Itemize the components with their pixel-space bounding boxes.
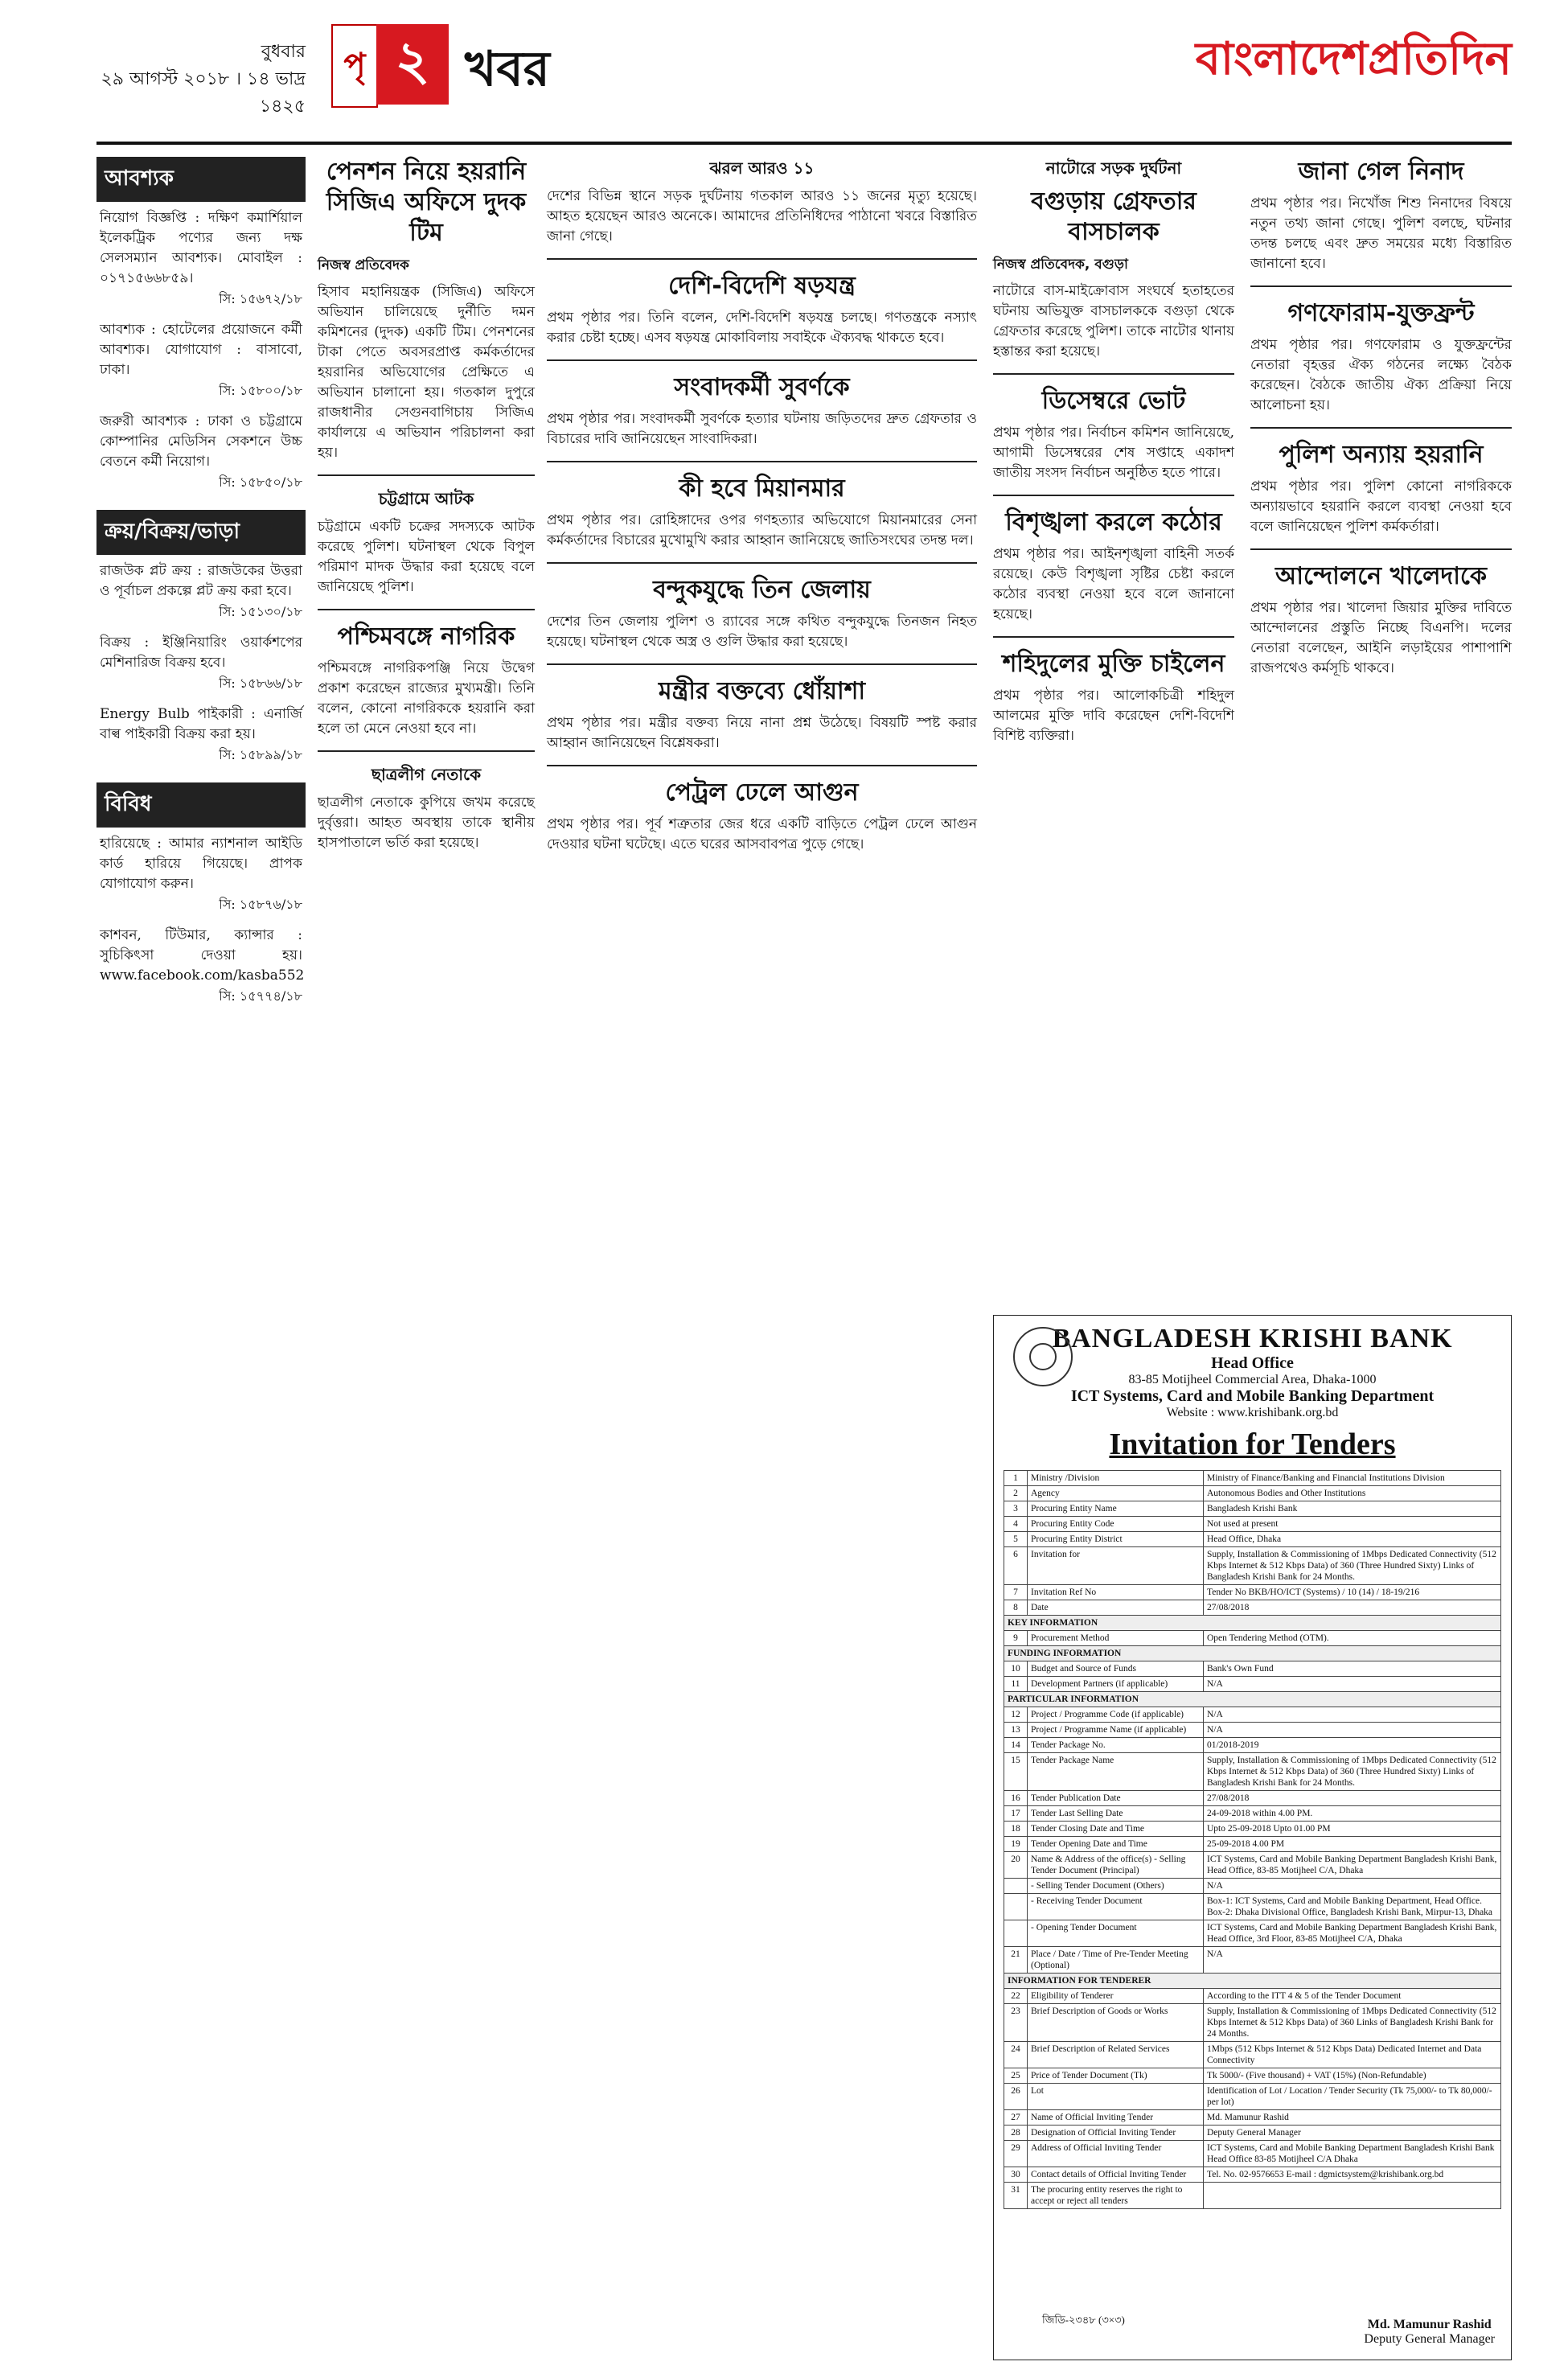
divider bbox=[318, 750, 535, 752]
tender-row-number: 18 bbox=[1004, 1822, 1028, 1837]
tender-row-number: 20 bbox=[1004, 1852, 1028, 1879]
tender-row-value: Not used at present bbox=[1204, 1517, 1501, 1532]
tender-row bbox=[1004, 1707, 1501, 1723]
logo-main: বাংলাদেশ bbox=[1195, 32, 1369, 85]
tender-row-label: Project / Programme Name (if applicable) bbox=[1028, 1723, 1204, 1738]
tender-row-value: Identification of Lot / Location / Tender Security (Tk 75,000/- to Tk 80,000/- per lot) bbox=[1204, 2084, 1501, 2110]
tender-row-number: 5 bbox=[1004, 1532, 1028, 1547]
tender-row-value: Upto 25-09-2018 Upto 01.00 PM bbox=[1204, 1822, 1501, 1837]
tender-row-label: Contact details of Official Inviting Tender bbox=[1028, 2167, 1204, 2183]
tender-row-label: Agency bbox=[1028, 1486, 1204, 1501]
article-body: প্রথম পৃষ্ঠার পর। আইনশৃঙ্খলা বাহিনী সতর্ক রয়েছে। কেউ বিশৃঙ্খলা সৃষ্টির চেষ্টা করলে কঠোর ব্যবস্থা নেওয়া হবে বলে জানানো হয়েছে। bbox=[993, 546, 1234, 622]
tender-row-value: Supply, Installation & Commissioning of 1Mbps Dedicated Connectivity (512 Kbps Internet & 512 Kbps Data) of 360 Links of Bangladesh Krishi Bank for 24 Months. bbox=[1204, 2004, 1501, 2042]
headline: পশ্চিমবঙ্গে নাগরিক bbox=[337, 622, 515, 651]
tender-row-value: 25-09-2018 4.00 PM bbox=[1204, 1837, 1501, 1852]
tender-row bbox=[1004, 1837, 1501, 1852]
advert-code: জিডি-২৩৪৮ (৩×৩) bbox=[1042, 2314, 1125, 2326]
tender-row-value: Bank's Own Fund bbox=[1204, 1661, 1501, 1677]
tender-row-value: Tender No BKB/HO/ICT (Systems) / 10 (14) / 18-19/216 bbox=[1204, 1585, 1501, 1600]
classified-item: Energy Bulb পাইকারী : এনার্জি বাল্ব পাইকারী বিক্রয় করা হয়। সি: ১৫৮৯৯/১৮ bbox=[100, 706, 302, 762]
news-column-5 bbox=[1250, 157, 1512, 1299]
tender-row-label: Tender Package No. bbox=[1028, 1738, 1204, 1753]
article-body: দেশের বিভিন্ন স্থানে সড়ক দুর্ঘটনায় গতকাল আরও ১১ জনের মৃত্যু হয়েছে। আহত হয়েছেন আরও অনেকে। আমাদের প্রতিনিধিদের পাঠানো খবরে বিস্তারিত জানা গেছে। bbox=[547, 188, 977, 244]
tender-title: Invitation for Tenders bbox=[1109, 1427, 1396, 1461]
date-block bbox=[96, 39, 306, 121]
headline: চট্টগ্রামে আটক bbox=[378, 489, 474, 508]
tender-row-label: Invitation Ref No bbox=[1028, 1585, 1204, 1600]
classified-item: রাজউক প্লট ক্রয় : রাজউকের উত্তরা ও পূর্বাচল প্রকল্পে প্লট ক্রয় করা হবে। সি: ১৫১৩০/১৮ bbox=[100, 563, 302, 619]
page-glyph: পৃ bbox=[331, 24, 378, 108]
classified-item: নিয়োগ বিজ্ঞপ্তি : দক্ষিণ কমার্শিয়াল ইলেকট্রিক পণ্যের জন্য দক্ষ সেলসম্যান আবশ্যক। মোবাইল : ০১৭১৫৬৬৮৫৯। সি: ১৫৬৭২/১৮ bbox=[100, 210, 302, 306]
tender-row-number: 31 bbox=[1004, 2183, 1028, 2209]
tender-row-value: ICT Systems, Card and Mobile Banking Department Bangladesh Krishi Bank, Head Office, 83-85 Motijheel C/A, Dhaka bbox=[1204, 1852, 1501, 1879]
headline: জানা গেল নিনাদ bbox=[1298, 158, 1464, 186]
tender-row-label: Name of Official Inviting Tender bbox=[1028, 2110, 1204, 2126]
tender-row bbox=[1004, 2141, 1501, 2167]
divider bbox=[1250, 427, 1512, 429]
tender-row bbox=[1004, 2110, 1501, 2126]
article-body: চট্টগ্রামে একটি চক্রের সদস্যকে আটক করেছে পুলিশ। ঘটনাস্থল থেকে বিপুল পরিমাণ মাদক উদ্ধার করা হয়েছে বলে জানিয়েছে পুলিশ। bbox=[318, 519, 535, 595]
tender-row bbox=[1004, 1692, 1501, 1707]
divider bbox=[318, 474, 535, 476]
tender-row-value: According to the ITT 4 & 5 of the Tender Document bbox=[1204, 1989, 1501, 2004]
logo-accent: প্রতিদিন bbox=[1368, 32, 1512, 85]
tender-row bbox=[1004, 2084, 1501, 2110]
article-body: প্রথম পৃষ্ঠার পর। নিখোঁজ শিশু নিনাদের বিষয়ে নতুন তথ্য জানা গেছে। পুলিশ বলছে, ঘটনার তদন্ত চলছে এবং দ্রুত সময়ের মধ্যে বিস্তারিত জানানো হবে। bbox=[1250, 195, 1512, 272]
tender-row-number: 26 bbox=[1004, 2084, 1028, 2110]
tender-row-label: Tender Closing Date and Time bbox=[1028, 1822, 1204, 1837]
tender-row-number: 2 bbox=[1004, 1486, 1028, 1501]
classified-item: আবশ্যক : হোটেলের প্রয়োজনে কর্মী আবশ্যক। যোগাযোগ : বাসাবো, ঢাকা। সি: ১৫৮০০/১৮ bbox=[100, 322, 302, 398]
tender-row-number bbox=[1004, 1920, 1028, 1947]
tender-row-number: 6 bbox=[1004, 1547, 1028, 1585]
tender-row-label: Place / Date / Time of Pre-Tender Meeting (Optional) bbox=[1028, 1947, 1204, 1974]
tender-row-value: ICT Systems, Card and Mobile Banking Department Bangladesh Krishi Bank, Head Office, 3rd Floor, 83-85 Motijheel C/A, Dhaka bbox=[1204, 1920, 1501, 1947]
tender-row-label: Procurement Method bbox=[1028, 1631, 1204, 1646]
classified-item: বিক্রয় : ইঞ্জিনিয়ারিং ওয়ার্কশপের মেশিনারিজ বিক্রয় হবে। সি: ১৫৮৬৬/১৮ bbox=[100, 635, 302, 691]
tender-row bbox=[1004, 1532, 1501, 1547]
tender-row-label: - Opening Tender Document bbox=[1028, 1920, 1204, 1947]
tender-row bbox=[1004, 1738, 1501, 1753]
classified-header-wanted: আবশ্যক bbox=[96, 157, 306, 202]
tender-row bbox=[1004, 2004, 1501, 2042]
tender-row-number: 29 bbox=[1004, 2141, 1028, 2167]
tender-section-label: INFORMATION FOR TENDERER bbox=[1004, 1974, 1501, 1989]
department-name: ICT Systems, Card and Mobile Banking Department bbox=[1070, 1387, 1435, 1405]
page-number: ২ bbox=[376, 24, 449, 105]
headline: ঝরল আরও ১১ bbox=[709, 158, 815, 178]
headline: বিশৃঙ্খলা করলে কঠোর bbox=[1005, 508, 1222, 536]
tender-row-value: 1Mbps (512 Kbps Internet & 512 Kbps Data) Dedicated Internet and Data Connectivity bbox=[1204, 2042, 1501, 2068]
tender-row bbox=[1004, 1989, 1501, 2004]
divider bbox=[1250, 285, 1512, 287]
tender-row bbox=[1004, 2167, 1501, 2183]
tender-row-value: 01/2018-2019 bbox=[1204, 1738, 1501, 1753]
tender-row-label: Date bbox=[1028, 1600, 1204, 1616]
tender-row bbox=[1004, 1501, 1501, 1517]
tender-row-number: 12 bbox=[1004, 1707, 1028, 1723]
tender-row bbox=[1004, 1616, 1501, 1631]
tender-section-label: PARTICULAR INFORMATION bbox=[1004, 1692, 1501, 1707]
tender-row-number: 28 bbox=[1004, 2126, 1028, 2141]
headline: বন্দুকযুদ্ধে তিন জেলায় bbox=[653, 576, 871, 604]
tender-row-number: 13 bbox=[1004, 1723, 1028, 1738]
tender-row bbox=[1004, 1646, 1501, 1661]
news-column-2 bbox=[318, 157, 535, 853]
article-body: হিসাব মহানিয়ন্ত্রক (সিজিএ) অফিসে অভিযান চালিয়েছে দুর্নীতি দমন কমিশনের (দুদক) একটি টিম। পেনশনের টাকা পেতে অবসরপ্রাপ্ত কর্মকর্তাদের হয়রানির অভিযোগের প্রেক্ষিতে এ অভিযান চালানো হয়। গতকাল দুপুরে রাজধানীর সেগুনবাগিচায় সিজিএ কার্যালয়ে এ অভিযান পরিচালনা করা হয়। bbox=[318, 284, 535, 461]
classified-item: কাশবন, টিউমার, ক্যান্সার : সুচিকিৎসা দেওয়া হয়। www.facebook.com/kasba552 সি: ১৫৭৭৪/১৮ bbox=[100, 927, 305, 1004]
masthead-rule bbox=[96, 142, 1512, 145]
headline: ছাত্রলীগ নেতাকে bbox=[371, 765, 482, 784]
tender-row-label: The procuring entity reserves the right to accept or reject all tenders bbox=[1028, 2183, 1204, 2209]
tender-row-number: 8 bbox=[1004, 1600, 1028, 1616]
tender-row bbox=[1004, 1585, 1501, 1600]
article-body: প্রথম পৃষ্ঠার পর। নির্বাচন কমিশন জানিয়েছে, আগামী ডিসেম্বরের শেষ সপ্তাহে একাদশ জাতীয় সংসদ নির্বাচন অনুষ্ঠিত হতে পারে। bbox=[993, 425, 1234, 481]
section-name: খবর bbox=[465, 41, 550, 97]
article-body: প্রথম পৃষ্ঠার পর। সংবাদকর্মী সুবর্ণকে হত্যার ঘটনায় জড়িতদের দ্রুত গ্রেফতার ও বিচারের দাবি জানিয়েছেন সাংবাদিকরা। bbox=[547, 411, 977, 447]
news-column-4 bbox=[993, 157, 1234, 1299]
tender-row bbox=[1004, 1631, 1501, 1646]
tender-row-label: Procuring Entity Code bbox=[1028, 1517, 1204, 1532]
tender-row-value: Box-1: ICT Systems, Card and Mobile Banking Department, Head Office. Box-2: Dhaka Divisional Office, Bangladesh Krishi Bank, Mirpur-13, Dhaka bbox=[1204, 1894, 1501, 1920]
tender-row bbox=[1004, 1806, 1501, 1822]
tender-row-label: Tender Package Name bbox=[1028, 1753, 1204, 1791]
article-body: দেশের তিন জেলায় পুলিশ ও র‌্যাবের সঙ্গে কথিত বন্দুকযুদ্ধে তিনজন নিহত হয়েছে। ঘটনাস্থল থেকে অস্ত্র ও গুলি উদ্ধার করা হয়েছে। bbox=[547, 614, 977, 650]
divider bbox=[1250, 548, 1512, 550]
tender-section-label: FUNDING INFORMATION bbox=[1004, 1646, 1501, 1661]
tender-row-number: 30 bbox=[1004, 2167, 1028, 2183]
tender-row-label: Invitation for bbox=[1028, 1547, 1204, 1585]
divider bbox=[547, 765, 977, 766]
byline: নিজস্ব প্রতিবেদক bbox=[318, 257, 409, 273]
headline: বগুড়ায় গ্রেফতার বাসচালক bbox=[1031, 187, 1197, 246]
tender-row-number: 27 bbox=[1004, 2110, 1028, 2126]
divider bbox=[547, 258, 977, 260]
tender-row bbox=[1004, 1822, 1501, 1837]
tender-row-label: Eligibility of Tenderer bbox=[1028, 1989, 1204, 2004]
tender-row-value: Head Office, Dhaka bbox=[1204, 1532, 1501, 1547]
tender-row-number: 22 bbox=[1004, 1989, 1028, 2004]
divider bbox=[993, 373, 1234, 375]
tender-row-label: Tender Last Selling Date bbox=[1028, 1806, 1204, 1822]
bank-emblem-icon bbox=[1013, 1327, 1073, 1386]
tender-row-number: 23 bbox=[1004, 2004, 1028, 2042]
newspaper-logo bbox=[1196, 24, 1512, 100]
tender-row-value: Supply, Installation & Commissioning of 1Mbps Dedicated Connectivity (512 Kbps Internet & 512 Kbps Data) of 360 (Three Hundred Sixty) Links of Bangladesh Krishi Bank for 24 Months. bbox=[1204, 1753, 1501, 1791]
tender-section-label: KEY INFORMATION bbox=[1004, 1616, 1501, 1631]
tender-row-value bbox=[1204, 2183, 1501, 2209]
tender-row-label: Price of Tender Document (Tk) bbox=[1028, 2068, 1204, 2084]
tender-row-label: Lot bbox=[1028, 2084, 1204, 2110]
headline: শহিদুলের মুক্তি চাইলেন bbox=[1002, 650, 1225, 678]
tender-row-label: Project / Programme Code (if applicable) bbox=[1028, 1707, 1204, 1723]
tender-row-value: 27/08/2018 bbox=[1204, 1791, 1501, 1806]
article-body: প্রথম পৃষ্ঠার পর। তিনি বলেন, দেশি-বিদেশি ষড়যন্ত্র চলছে। গণতন্ত্রকে নস্যাৎ করার চেষ্টা হচ্ছে। এসব ষড়যন্ত্র মোকাবিলায় সবাইকে ঐক্যবদ্ধ থাকতে হবে। bbox=[547, 310, 977, 346]
headline: মন্ত্রীর বক্তব্যে ধোঁয়াশা bbox=[658, 677, 866, 705]
office-name: Head Office bbox=[1211, 1354, 1294, 1372]
tender-row-label: - Receiving Tender Document bbox=[1028, 1894, 1204, 1920]
tender-row bbox=[1004, 1486, 1501, 1501]
tender-row-value: N/A bbox=[1204, 1723, 1501, 1738]
tender-row-value: ICT Systems, Card and Mobile Banking Department Bangladesh Krishi Bank Head Office 83-85 Motijheel C/A Dhaka bbox=[1204, 2141, 1501, 2167]
tender-table bbox=[1004, 1470, 1501, 2209]
tender-row-value: N/A bbox=[1204, 1707, 1501, 1723]
tender-row bbox=[1004, 1879, 1501, 1894]
tender-row-value: 27/08/2018 bbox=[1204, 1600, 1501, 1616]
tender-row-value: Open Tendering Method (OTM). bbox=[1204, 1631, 1501, 1646]
tender-row bbox=[1004, 2068, 1501, 2084]
tender-row bbox=[1004, 1661, 1501, 1677]
tender-row-value: Tel. No. 02-9576653 E-mail : dgmictsystem@krishibank.org.bd bbox=[1204, 2167, 1501, 2183]
tender-row bbox=[1004, 1547, 1501, 1585]
news-column-3 bbox=[547, 157, 977, 855]
article-body: প্রথম পৃষ্ঠার পর। মন্ত্রীর বক্তব্য নিয়ে নানা প্রশ্ন উঠেছে। বিষয়টি স্পষ্ট করার আহ্বান জানিয়েছেন বিশ্লেষকরা। bbox=[547, 715, 977, 751]
tender-row-number: 1 bbox=[1004, 1471, 1028, 1486]
tender-row-number: 9 bbox=[1004, 1631, 1028, 1646]
tender-row-value: 24-09-2018 within 4.00 PM. bbox=[1204, 1806, 1501, 1822]
tender-header bbox=[1004, 1324, 1501, 1462]
tender-row-label: Address of Official Inviting Tender bbox=[1028, 2141, 1204, 2167]
divider bbox=[993, 636, 1234, 638]
headline: পেট্রল ঢেলে আগুন bbox=[665, 778, 859, 807]
tender-row-label: Name & Address of the office(s) - Selling Tender Document (Principal) bbox=[1028, 1852, 1204, 1879]
tender-row-number: 14 bbox=[1004, 1738, 1028, 1753]
tender-row bbox=[1004, 1677, 1501, 1692]
tender-row bbox=[1004, 1517, 1501, 1532]
tender-row-label: Procuring Entity District bbox=[1028, 1532, 1204, 1547]
tender-notice bbox=[993, 1315, 1512, 2360]
tender-row-label: Brief Description of Related Services bbox=[1028, 2042, 1204, 2068]
divider bbox=[993, 495, 1234, 496]
divider bbox=[547, 461, 977, 462]
article-body: প্রথম পৃষ্ঠার পর। খালেদা জিয়ার মুক্তির দাবিতে আন্দোলনের প্রস্তুতি নিচ্ছে বিএনপি। দলের নেতারা বলেছেন, আইনি লড়াইয়ের পাশাপাশি রাজপথেও কর্মসূচি থাকবে। bbox=[1250, 600, 1512, 676]
tender-row-number: 16 bbox=[1004, 1791, 1028, 1806]
tender-row-number: 17 bbox=[1004, 1806, 1028, 1822]
tender-row-number: 3 bbox=[1004, 1501, 1028, 1517]
byline: নিজস্ব প্রতিবেদক, বগুড়া bbox=[993, 257, 1128, 273]
tender-row-label: - Selling Tender Document (Others) bbox=[1028, 1879, 1204, 1894]
article-body: প্রথম পৃষ্ঠার পর। আলোকচিত্রী শহিদুল আলমের মুক্তি দাবি করেছেন দেশি-বিদেশি বিশিষ্ট ব্যক্তিরা। bbox=[993, 688, 1234, 744]
tender-row-label: Brief Description of Goods or Works bbox=[1028, 2004, 1204, 2042]
tender-row bbox=[1004, 1920, 1501, 1947]
article-body: প্রথম পৃষ্ঠার পর। গণফোরাম ও যুক্তফ্রন্টের নেতারা বৃহত্তর ঐক্য গঠনের লক্ষ্যে বৈঠক করেছেন। বৈঠকে জাতীয় ঐক্য প্রক্রিয়া নিয়ে আলোচনা হয়। bbox=[1250, 337, 1512, 413]
tender-row-value: Ministry of Finance/Banking and Financial Institutions Division bbox=[1204, 1471, 1501, 1486]
tender-row-label: Tender Opening Date and Time bbox=[1028, 1837, 1204, 1852]
tender-row bbox=[1004, 1753, 1501, 1791]
tender-row-number: 21 bbox=[1004, 1947, 1028, 1974]
tender-row bbox=[1004, 1791, 1501, 1806]
masthead bbox=[96, 16, 1512, 145]
tender-row-number bbox=[1004, 1894, 1028, 1920]
tender-row-value: N/A bbox=[1204, 1677, 1501, 1692]
tender-row-label: Designation of Official Inviting Tender bbox=[1028, 2126, 1204, 2141]
tender-row-number: 24 bbox=[1004, 2042, 1028, 2068]
tender-row bbox=[1004, 1894, 1501, 1920]
article-body: প্রথম পৃষ্ঠার পর। পূর্ব শত্রুতার জের ধরে একটি বাড়িতে পেট্রল ঢেলে আগুন দেওয়ার ঘটনা ঘটেছে। এতে ঘরের আসবাবপত্র পুড়ে গেছে। bbox=[547, 816, 977, 852]
tender-row-value: Tk 5000/- (Five thousand) + VAT (15%) (Non-Refundable) bbox=[1204, 2068, 1501, 2084]
tender-row-number: 10 bbox=[1004, 1661, 1028, 1677]
tender-row-value: Supply, Installation & Commissioning of 1Mbps Dedicated Connectivity (512 Kbps Internet & 512 Kbps Data) of 360 (Three Hundred Sixty) Links of Bangladesh Krishi Bank for 24 Months. bbox=[1204, 1547, 1501, 1585]
headline: পুলিশ অন্যায় হয়রানি bbox=[1279, 441, 1484, 469]
tender-row-number: 15 bbox=[1004, 1753, 1028, 1791]
article-body: নাটোরে বাস-মাইক্রোবাস সংঘর্ষে হতাহতের ঘটনায় অভিযুক্ত বাসচালককে বগুড়া থেকে গ্রেফতার করেছে পুলিশ। তাকে নাটোর থানায় হস্তান্তর করা হয়েছে। bbox=[993, 283, 1234, 359]
tender-row-value: Deputy General Manager bbox=[1204, 2126, 1501, 2141]
tender-row-label: Development Partners (if applicable) bbox=[1028, 1677, 1204, 1692]
divider bbox=[547, 359, 977, 361]
headline: ডিসেম্বরে ভোট bbox=[1041, 387, 1186, 415]
signer-title: Deputy General Manager bbox=[1364, 2332, 1495, 2346]
signer-name: Md. Mamunur Rashid bbox=[1367, 2318, 1492, 2331]
headline: আন্দোলনে খালেদাকে bbox=[1275, 562, 1487, 590]
tender-row-label: Tender Publication Date bbox=[1028, 1791, 1204, 1806]
tender-row-number: 7 bbox=[1004, 1585, 1028, 1600]
tender-row bbox=[1004, 2042, 1501, 2068]
headline: কী হবে মিয়ানমার bbox=[679, 474, 845, 503]
bank-website: Website : www.krishibank.org.bd bbox=[1166, 1406, 1339, 1419]
article-body: প্রথম পৃষ্ঠার পর। রোহিঙ্গাদের ওপর গণহত্যার অভিযোগে মিয়ানমারের সেনা কর্মকর্তাদের বিচারের মুখোমুখি করার আহ্বান জানিয়েছে জাতিসংঘের তদন্ত দল। bbox=[547, 512, 977, 548]
tender-row bbox=[1004, 1974, 1501, 1989]
tender-row bbox=[1004, 2126, 1501, 2141]
tender-row-value: Md. Mamunur Rashid bbox=[1204, 2110, 1501, 2126]
tender-row-value: Bangladesh Krishi Bank bbox=[1204, 1501, 1501, 1517]
kicker: নাটোরে সড়ক দুর্ঘটনা bbox=[1045, 158, 1182, 178]
article-body: পশ্চিমবঙ্গে নাগরিকপঞ্জি নিয়ে উদ্বেগ প্রকাশ করেছেন রাজ্যের মুখ্যমন্ত্রী। তিনি বলেন, কোনো নাগরিককে হয়রানি করা হলে তা মেনে নেওয়া হবে না। bbox=[318, 660, 535, 737]
headline: সংবাদকর্মী সুবর্ণকে bbox=[674, 373, 850, 401]
tender-row-label: Ministry /Division bbox=[1028, 1471, 1204, 1486]
classified-header-misc: বিবিধ bbox=[96, 782, 306, 828]
page-badge bbox=[331, 24, 452, 105]
tender-row-label: Procuring Entity Name bbox=[1028, 1501, 1204, 1517]
divider bbox=[547, 663, 977, 665]
tender-row bbox=[1004, 1471, 1501, 1486]
divider bbox=[547, 562, 977, 564]
tender-row-label: Budget and Source of Funds bbox=[1028, 1661, 1204, 1677]
headline: গণফোরাম-যুক্তফ্রন্ট bbox=[1287, 299, 1475, 327]
headline: পেনশন নিয়ে হয়রানি সিজিএ অফিসে দুদক টিম bbox=[326, 158, 527, 247]
tender-row bbox=[1004, 1723, 1501, 1738]
bank-address: 83-85 Motijheel Commercial Area, Dhaka-1000 bbox=[1128, 1373, 1377, 1386]
tender-row-value: Autonomous Bodies and Other Institutions bbox=[1204, 1486, 1501, 1501]
tender-row-number bbox=[1004, 1879, 1028, 1894]
tender-row-value: N/A bbox=[1204, 1879, 1501, 1894]
article-body: ছাত্রলীগ নেতাকে কুপিয়ে জখম করেছে দুর্বৃত্তরা। আহত অবস্থায় তাকে স্থানীয় হাসপাতালে ভর্তি করা হয়েছে। bbox=[318, 795, 535, 851]
bank-name: BANGLADESH KRISHI BANK bbox=[1052, 1324, 1453, 1353]
classified-item: হারিয়েছে : আমার ন্যাশনাল আইডি কার্ড হারিয়ে গিয়েছে। প্রাপক যোগাযোগ করুন। সি: ১৫৮৭৬/১৮ bbox=[100, 836, 302, 912]
tender-row-value: N/A bbox=[1204, 1947, 1501, 1974]
tender-row-number: 4 bbox=[1004, 1517, 1028, 1532]
classified-item: জরুরী আবশ্যক : ঢাকা ও চট্টগ্রামে কোম্পানির মেডিসিন সেকশনে উচ্চ বেতনে কর্মী নিয়োগ। সি: ১৫৮৫০/১৮ bbox=[100, 413, 302, 490]
signature-block bbox=[1364, 2318, 1495, 2347]
date-line: ২৯ আগস্ট ২০১৮ । ১৪ ভাদ্র ১৪২৫ bbox=[101, 69, 306, 117]
divider bbox=[318, 609, 535, 610]
weekday: বুধবার bbox=[261, 42, 306, 62]
tender-row bbox=[1004, 1852, 1501, 1879]
article-body: প্রথম পৃষ্ঠার পর। পুলিশ কোনো নাগরিককে অন্যায়ভাবে হয়রানি করলে ব্যবস্থা নেওয়া হবে বলে জানিয়েছেন পুলিশ কর্মকর্তারা। bbox=[1250, 478, 1512, 535]
tender-row-number: 19 bbox=[1004, 1837, 1028, 1852]
headline: দেশি-বিদেশি ষড়যন্ত্র bbox=[668, 272, 856, 300]
tender-row-number: 25 bbox=[1004, 2068, 1028, 2084]
classifieds-column bbox=[96, 157, 306, 1024]
tender-row bbox=[1004, 1600, 1501, 1616]
classified-header-sale: ক্রয়/বিক্রয়/ভাড়া bbox=[96, 510, 306, 555]
tender-row bbox=[1004, 1947, 1501, 1974]
tender-row bbox=[1004, 2183, 1501, 2209]
tender-row-number: 11 bbox=[1004, 1677, 1028, 1692]
